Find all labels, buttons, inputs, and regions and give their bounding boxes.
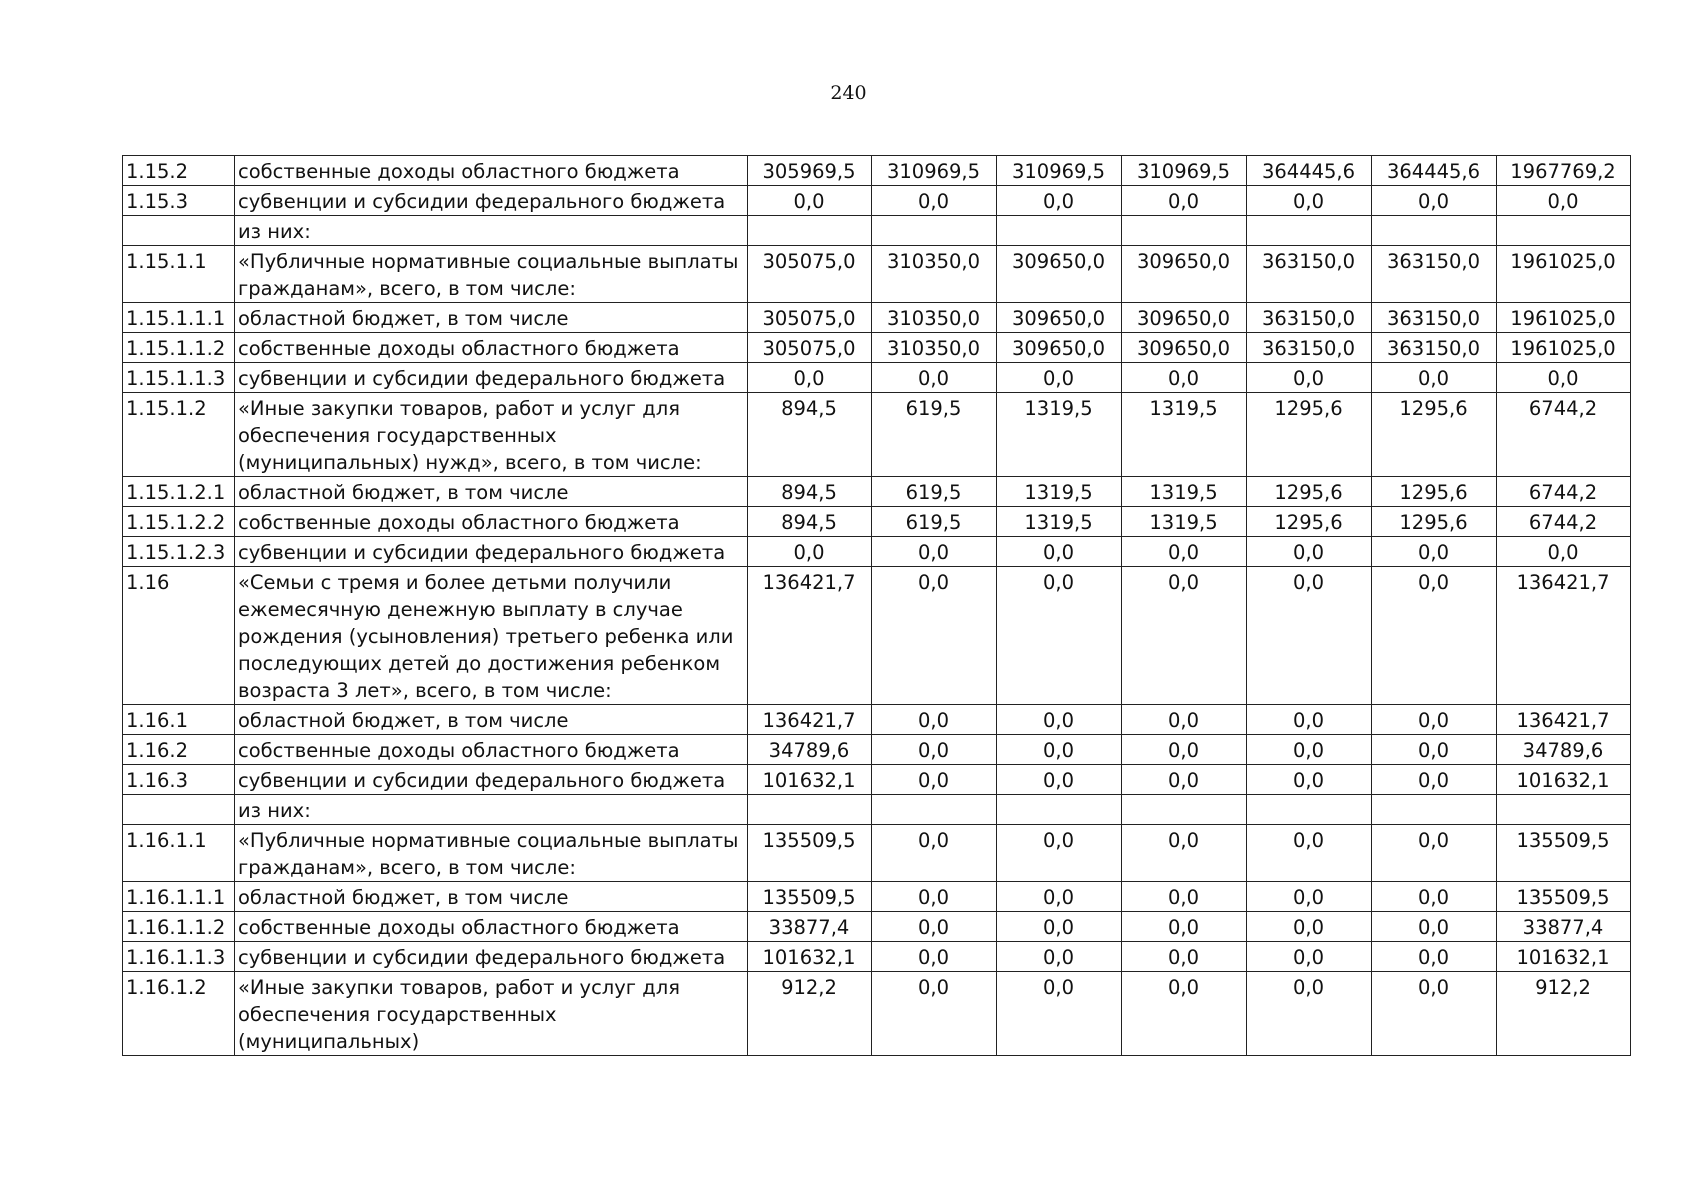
year-value-cell: 1319,5 xyxy=(997,477,1122,507)
row-name-cell: «Иные закупки товаров, работ и услуг для обеспечения государственных (муниципальных) нужд», всего, в том числе: xyxy=(235,393,748,477)
year-value-cell: 0,0 xyxy=(997,825,1122,882)
year-value-cell: 0,0 xyxy=(1122,186,1247,216)
year-value-cell: 1319,5 xyxy=(1122,477,1247,507)
row-name-cell: областной бюджет, в том числе xyxy=(235,477,748,507)
year-value-cell: 0,0 xyxy=(1122,705,1247,735)
year-value-cell xyxy=(872,795,997,825)
year-value-cell xyxy=(1372,216,1497,246)
year-value-cell: 0,0 xyxy=(1372,825,1497,882)
total-value-cell: 101632,1 xyxy=(1497,942,1631,972)
row-name-cell: из них: xyxy=(235,216,748,246)
row-number-cell: 1.16.3 xyxy=(123,765,235,795)
year-value-cell: 0,0 xyxy=(1372,705,1497,735)
row-name-cell: собственные доходы областного бюджета xyxy=(235,912,748,942)
year-value-cell: 0,0 xyxy=(872,882,997,912)
year-value-cell: 0,0 xyxy=(1247,735,1372,765)
table-body xyxy=(123,156,1631,1056)
year-value-cell: 0,0 xyxy=(997,972,1122,1056)
year-value-cell: 310969,5 xyxy=(872,156,997,186)
year-value-cell: 309650,0 xyxy=(1122,303,1247,333)
row-number-cell: 1.16.1.1.3 xyxy=(123,942,235,972)
row-number-cell: 1.15.1.1.1 xyxy=(123,303,235,333)
year-value-cell: 0,0 xyxy=(748,537,872,567)
row-name-cell: субвенции и субсидии федерального бюджета xyxy=(235,765,748,795)
row-name-cell: собственные доходы областного бюджета xyxy=(235,333,748,363)
year-value-cell: 305075,0 xyxy=(748,303,872,333)
table-row xyxy=(123,216,1631,246)
row-name-cell: субвенции и субсидии федерального бюджета xyxy=(235,363,748,393)
table-row xyxy=(123,393,1631,477)
year-value-cell: 0,0 xyxy=(997,765,1122,795)
year-value-cell: 0,0 xyxy=(1247,363,1372,393)
total-value-cell: 1961025,0 xyxy=(1497,303,1631,333)
year-value-cell: 310350,0 xyxy=(872,333,997,363)
year-value-cell: 363150,0 xyxy=(1372,333,1497,363)
year-value-cell: 0,0 xyxy=(997,186,1122,216)
year-value-cell xyxy=(1247,216,1372,246)
table-row xyxy=(123,795,1631,825)
year-value-cell: 1295,6 xyxy=(1372,393,1497,477)
total-value-cell xyxy=(1497,795,1631,825)
row-number-cell: 1.15.1.1 xyxy=(123,246,235,303)
year-value-cell: 0,0 xyxy=(872,765,997,795)
year-value-cell: 0,0 xyxy=(1247,537,1372,567)
table-row xyxy=(123,156,1631,186)
year-value-cell: 1319,5 xyxy=(997,507,1122,537)
row-number-cell: 1.15.3 xyxy=(123,186,235,216)
year-value-cell: 0,0 xyxy=(997,537,1122,567)
year-value-cell: 0,0 xyxy=(1372,912,1497,942)
row-name-cell: собственные доходы областного бюджета xyxy=(235,735,748,765)
table-row xyxy=(123,882,1631,912)
row-name-cell: собственные доходы областного бюджета xyxy=(235,156,748,186)
total-value-cell: 1961025,0 xyxy=(1497,333,1631,363)
year-value-cell: 309650,0 xyxy=(1122,333,1247,363)
year-value-cell: 0,0 xyxy=(997,942,1122,972)
year-value-cell: 0,0 xyxy=(1372,567,1497,705)
total-value-cell: 135509,5 xyxy=(1497,882,1631,912)
row-name-cell: «Публичные нормативные социальные выплаты гражданам», всего, в том числе: xyxy=(235,825,748,882)
row-number-cell: 1.15.1.2 xyxy=(123,393,235,477)
year-value-cell: 0,0 xyxy=(872,735,997,765)
row-name-cell: областной бюджет, в том числе xyxy=(235,882,748,912)
year-value-cell xyxy=(1372,795,1497,825)
year-value-cell xyxy=(1247,795,1372,825)
year-value-cell xyxy=(997,216,1122,246)
table-row xyxy=(123,507,1631,537)
row-number-cell: 1.15.1.2.3 xyxy=(123,537,235,567)
year-value-cell: 363150,0 xyxy=(1372,246,1497,303)
year-value-cell: 0,0 xyxy=(1122,537,1247,567)
year-value-cell: 1295,6 xyxy=(1372,477,1497,507)
year-value-cell: 0,0 xyxy=(872,942,997,972)
year-value-cell: 1319,5 xyxy=(1122,507,1247,537)
table-row xyxy=(123,333,1631,363)
row-number-cell: 1.15.1.2.1 xyxy=(123,477,235,507)
year-value-cell: 0,0 xyxy=(872,825,997,882)
total-value-cell: 912,2 xyxy=(1497,972,1631,1056)
total-value-cell: 101632,1 xyxy=(1497,765,1631,795)
total-value-cell: 6744,2 xyxy=(1497,507,1631,537)
year-value-cell: 894,5 xyxy=(748,507,872,537)
total-value-cell: 0,0 xyxy=(1497,537,1631,567)
year-value-cell: 33877,4 xyxy=(748,912,872,942)
year-value-cell: 0,0 xyxy=(872,705,997,735)
year-value-cell: 0,0 xyxy=(1247,705,1372,735)
year-value-cell: 0,0 xyxy=(1122,825,1247,882)
year-value-cell: 894,5 xyxy=(748,477,872,507)
year-value-cell: 363150,0 xyxy=(1247,246,1372,303)
table-row xyxy=(123,735,1631,765)
year-value-cell: 0,0 xyxy=(1247,567,1372,705)
year-value-cell: 0,0 xyxy=(1247,972,1372,1056)
year-value-cell: 0,0 xyxy=(1122,567,1247,705)
year-value-cell: 0,0 xyxy=(1122,765,1247,795)
year-value-cell: 0,0 xyxy=(1247,825,1372,882)
table-row xyxy=(123,477,1631,507)
row-number-cell xyxy=(123,795,235,825)
year-value-cell: 310350,0 xyxy=(872,246,997,303)
table-row xyxy=(123,765,1631,795)
year-value-cell: 0,0 xyxy=(1122,972,1247,1056)
year-value-cell: 619,5 xyxy=(872,507,997,537)
row-name-cell: «Семьи с тремя и более детьми получили ежемесячную денежную выплату в случае рождения (усыновления) третьего ребенка или последующих детей до достижения ребенком возраста 3 лет», всего, в том числе: xyxy=(235,567,748,705)
year-value-cell: 101632,1 xyxy=(748,765,872,795)
year-value-cell: 0,0 xyxy=(1247,186,1372,216)
row-number-cell: 1.16.1 xyxy=(123,705,235,735)
year-value-cell: 0,0 xyxy=(1247,882,1372,912)
total-value-cell: 33877,4 xyxy=(1497,912,1631,942)
year-value-cell: 101632,1 xyxy=(748,942,872,972)
total-value-cell: 1967769,2 xyxy=(1497,156,1631,186)
year-value-cell: 0,0 xyxy=(1372,882,1497,912)
row-name-cell: из них: xyxy=(235,795,748,825)
total-value-cell: 136421,7 xyxy=(1497,567,1631,705)
year-value-cell: 0,0 xyxy=(872,363,997,393)
year-value-cell: 0,0 xyxy=(1372,363,1497,393)
year-value-cell: 0,0 xyxy=(1372,537,1497,567)
row-name-cell: «Публичные нормативные социальные выплаты гражданам», всего, в том числе: xyxy=(235,246,748,303)
year-value-cell: 0,0 xyxy=(1122,363,1247,393)
year-value-cell: 0,0 xyxy=(997,363,1122,393)
row-number-cell: 1.16.1.1 xyxy=(123,825,235,882)
year-value-cell: 1295,6 xyxy=(1247,507,1372,537)
year-value-cell: 0,0 xyxy=(1372,186,1497,216)
total-value-cell: 135509,5 xyxy=(1497,825,1631,882)
year-value-cell: 0,0 xyxy=(748,186,872,216)
year-value-cell: 135509,5 xyxy=(748,882,872,912)
row-number-cell: 1.15.1.2.2 xyxy=(123,507,235,537)
year-value-cell: 0,0 xyxy=(872,186,997,216)
year-value-cell: 619,5 xyxy=(872,477,997,507)
year-value-cell: 364445,6 xyxy=(1247,156,1372,186)
year-value-cell: 34789,6 xyxy=(748,735,872,765)
row-name-cell: субвенции и субсидии федерального бюджета xyxy=(235,537,748,567)
year-value-cell: 0,0 xyxy=(997,735,1122,765)
year-value-cell xyxy=(997,795,1122,825)
year-value-cell: 309650,0 xyxy=(997,333,1122,363)
total-value-cell: 1961025,0 xyxy=(1497,246,1631,303)
table-row xyxy=(123,912,1631,942)
year-value-cell: 619,5 xyxy=(872,393,997,477)
year-value-cell: 0,0 xyxy=(1372,972,1497,1056)
year-value-cell: 0,0 xyxy=(1247,912,1372,942)
year-value-cell: 0,0 xyxy=(1247,942,1372,972)
year-value-cell: 0,0 xyxy=(1122,942,1247,972)
year-value-cell: 1295,6 xyxy=(1247,477,1372,507)
year-value-cell: 309650,0 xyxy=(1122,246,1247,303)
year-value-cell: 0,0 xyxy=(997,912,1122,942)
total-value-cell xyxy=(1497,216,1631,246)
row-name-cell: собственные доходы областного бюджета xyxy=(235,507,748,537)
row-name-cell: областной бюджет, в том числе xyxy=(235,705,748,735)
year-value-cell: 0,0 xyxy=(1372,765,1497,795)
year-value-cell: 363150,0 xyxy=(1247,303,1372,333)
year-value-cell: 1319,5 xyxy=(997,393,1122,477)
year-value-cell: 310969,5 xyxy=(1122,156,1247,186)
year-value-cell: 305075,0 xyxy=(748,246,872,303)
year-value-cell: 0,0 xyxy=(872,567,997,705)
year-value-cell: 0,0 xyxy=(1247,765,1372,795)
year-value-cell: 0,0 xyxy=(997,705,1122,735)
total-value-cell: 0,0 xyxy=(1497,186,1631,216)
year-value-cell: 1295,6 xyxy=(1247,393,1372,477)
row-name-cell: субвенции и субсидии федерального бюджета xyxy=(235,942,748,972)
row-number-cell: 1.16.1.1.1 xyxy=(123,882,235,912)
table-row xyxy=(123,303,1631,333)
total-value-cell: 6744,2 xyxy=(1497,393,1631,477)
year-value-cell: 0,0 xyxy=(748,363,872,393)
table-row xyxy=(123,972,1631,1056)
table-row xyxy=(123,705,1631,735)
table-row xyxy=(123,942,1631,972)
year-value-cell: 363150,0 xyxy=(1247,333,1372,363)
year-value-cell: 0,0 xyxy=(1122,912,1247,942)
row-number-cell: 1.15.1.1.3 xyxy=(123,363,235,393)
table-row xyxy=(123,825,1631,882)
year-value-cell: 1319,5 xyxy=(1122,393,1247,477)
row-number-cell: 1.16.2 xyxy=(123,735,235,765)
year-value-cell xyxy=(1122,795,1247,825)
year-value-cell: 310969,5 xyxy=(997,156,1122,186)
table-row xyxy=(123,246,1631,303)
year-value-cell: 305075,0 xyxy=(748,333,872,363)
year-value-cell: 135509,5 xyxy=(748,825,872,882)
table-row xyxy=(123,567,1631,705)
year-value-cell: 0,0 xyxy=(872,537,997,567)
year-value-cell xyxy=(748,795,872,825)
total-value-cell: 6744,2 xyxy=(1497,477,1631,507)
year-value-cell: 136421,7 xyxy=(748,567,872,705)
year-value-cell: 136421,7 xyxy=(748,705,872,735)
year-value-cell: 309650,0 xyxy=(997,303,1122,333)
table-row xyxy=(123,537,1631,567)
year-value-cell: 0,0 xyxy=(1122,735,1247,765)
total-value-cell: 34789,6 xyxy=(1497,735,1631,765)
row-number-cell: 1.15.1.1.2 xyxy=(123,333,235,363)
year-value-cell: 0,0 xyxy=(872,972,997,1056)
row-number-cell xyxy=(123,216,235,246)
year-value-cell: 310350,0 xyxy=(872,303,997,333)
page-number: 240 xyxy=(830,82,867,104)
year-value-cell xyxy=(748,216,872,246)
year-value-cell xyxy=(1122,216,1247,246)
year-value-cell: 0,0 xyxy=(872,912,997,942)
year-value-cell: 0,0 xyxy=(1122,882,1247,912)
row-number-cell: 1.16.1.1.2 xyxy=(123,912,235,942)
year-value-cell: 894,5 xyxy=(748,393,872,477)
row-number-cell: 1.16 xyxy=(123,567,235,705)
year-value-cell: 363150,0 xyxy=(1372,303,1497,333)
budget-table xyxy=(122,155,1631,1056)
year-value-cell: 0,0 xyxy=(997,567,1122,705)
row-name-cell: областной бюджет, в том числе xyxy=(235,303,748,333)
row-name-cell: «Иные закупки товаров, работ и услуг для обеспечения государственных (муниципальных) xyxy=(235,972,748,1056)
year-value-cell: 305969,5 xyxy=(748,156,872,186)
year-value-cell: 0,0 xyxy=(1372,942,1497,972)
row-name-cell: субвенции и субсидии федерального бюджета xyxy=(235,186,748,216)
year-value-cell: 912,2 xyxy=(748,972,872,1056)
year-value-cell: 309650,0 xyxy=(997,246,1122,303)
row-number-cell: 1.15.2 xyxy=(123,156,235,186)
row-number-cell: 1.16.1.2 xyxy=(123,972,235,1056)
table-row xyxy=(123,363,1631,393)
year-value-cell: 0,0 xyxy=(1372,735,1497,765)
year-value-cell: 364445,6 xyxy=(1372,156,1497,186)
year-value-cell: 1295,6 xyxy=(1372,507,1497,537)
total-value-cell: 136421,7 xyxy=(1497,705,1631,735)
table-row xyxy=(123,186,1631,216)
year-value-cell: 0,0 xyxy=(997,882,1122,912)
total-value-cell: 0,0 xyxy=(1497,363,1631,393)
year-value-cell xyxy=(872,216,997,246)
